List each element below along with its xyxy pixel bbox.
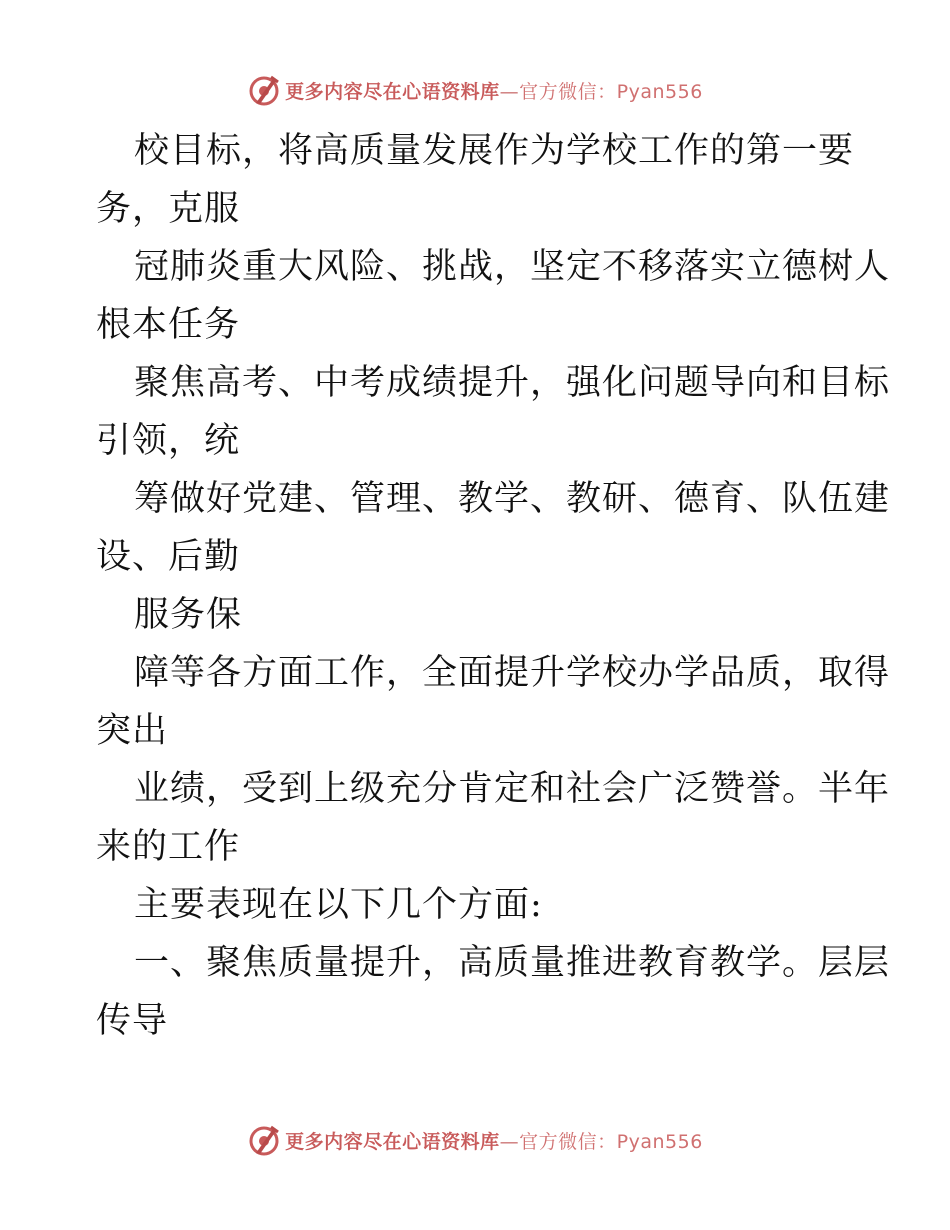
body-text-line: 传导 [96,1001,169,1041]
watermark-separator: — [499,80,520,103]
body-text-line: 务，克服 [96,189,241,229]
body-text-line: 引领，统 [96,421,241,461]
quill-pen-circle-icon [247,1123,281,1157]
body-text-line: 突出 [96,711,169,751]
body-text-line: 校目标，将高质量发展作为学校工作的第一要 [134,131,855,171]
watermark-contact: 官方微信：Pyan556 [519,1130,703,1153]
watermark-contact: 官方微信：Pyan556 [519,80,703,103]
body-text-line: 冠肺炎重大风险、挑战，坚定不移落实立德树人 [134,247,891,287]
body-text-line: 业绩，受到上级充分肯定和社会广泛赞誉。半年 [134,769,891,809]
body-text-line: 设、后勤 [96,537,241,577]
watermark-text [285,1127,703,1154]
body-text-line: 聚焦高考、中考成绩提升，强化问题导向和目标 [134,363,891,403]
body-text-line: 来的工作 [96,827,241,867]
watermark-brand: 更多内容尽在心语资料库 [285,80,500,103]
header-watermark [0,70,950,110]
body-text-line: 障等各方面工作，全面提升学校办学品质，取得 [134,653,891,693]
body-text-line: 根本任务 [96,305,241,345]
watermark-brand: 更多内容尽在心语资料库 [285,1130,500,1153]
body-text-line: 服务保 [134,595,243,635]
document-body [96,122,891,1050]
body-text-line: 一、聚焦质量提升，高质量推进教育教学。层层 [134,943,891,983]
watermark-separator: — [499,1130,520,1153]
footer-watermark [0,1120,950,1160]
quill-pen-circle-icon [247,73,281,107]
watermark-text [285,77,703,104]
body-text-line: 主要表现在以下几个方面: [134,885,543,925]
body-text-line: 筹做好党建、管理、教学、教研、德育、队伍建 [134,479,891,519]
